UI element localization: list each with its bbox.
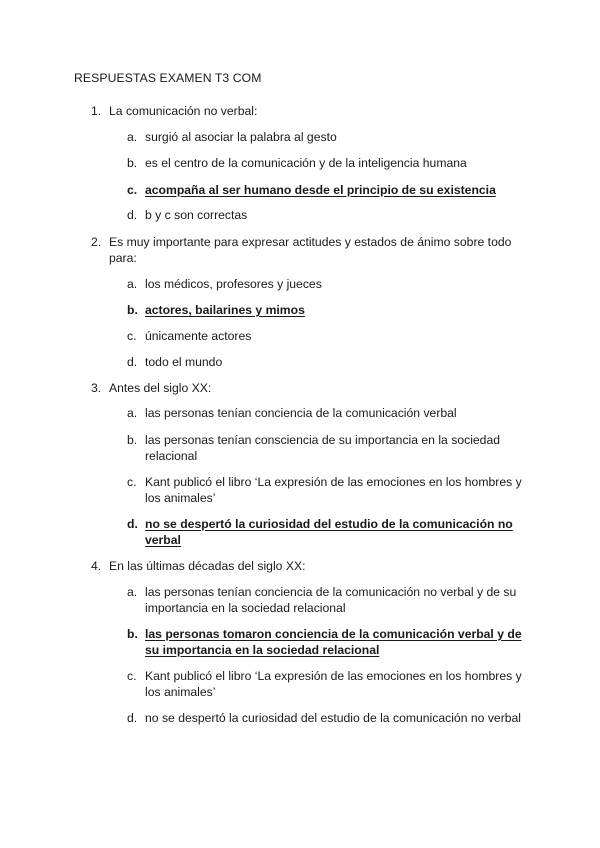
- option-text: las personas tenían conciencia de la comunicación verbal: [145, 406, 457, 420]
- question-text: En las últimas décadas del siglo XX:: [109, 559, 306, 573]
- option-text: no se despertó la curiosidad del estudio de la comunicación no verbal: [145, 517, 513, 547]
- option-text: es el centro de la comunicación y de la inteligencia humana: [145, 156, 467, 170]
- option-text: las personas tenían conciencia de la comunicación no verbal y de su importancia en la sociedad relacional: [145, 585, 517, 615]
- question-number: 1.: [91, 104, 102, 118]
- option-letter: c.: [127, 669, 137, 683]
- option-letter: d.: [127, 711, 138, 725]
- option-letter: a.: [127, 130, 138, 144]
- question-text: Antes del siglo XX:: [109, 381, 212, 395]
- option-text: b y c son correctas: [145, 208, 248, 222]
- option-text: acompaña al ser humano desde el principio de su existencia: [145, 183, 496, 197]
- question-text: La comunicación no verbal:: [109, 104, 258, 118]
- option-text: los médicos, profesores y jueces: [145, 277, 322, 291]
- document-title: RESPUESTAS EXAMEN T3 COM: [74, 71, 262, 85]
- question-text: Es muy importante para expresar actitudes y estados de ánimo sobre todo para:: [109, 235, 512, 265]
- option-text: las personas tomaron conciencia de la comunicación verbal y de su importancia en la sociedad relacional: [145, 627, 522, 657]
- option-text: Kant publicó el libro ‘La expresión de las emociones en los hombres y los animales’: [145, 475, 522, 505]
- option-letter: c.: [127, 475, 137, 489]
- option-letter: b.: [127, 433, 138, 447]
- option-letter: a.: [127, 277, 138, 291]
- option-letter: d.: [127, 355, 138, 369]
- option-letter: b.: [127, 303, 138, 317]
- question-number: 3.: [91, 381, 102, 395]
- option-text: surgió al asociar la palabra al gesto: [145, 130, 337, 144]
- option-text: no se despertó la curiosidad del estudio de la comunicación no verbal: [145, 711, 522, 725]
- question-number: 2.: [91, 235, 102, 249]
- option-text: las personas tenían consciencia de su importancia en la sociedad relacional: [145, 433, 501, 463]
- option-letter: d.: [127, 517, 138, 531]
- option-text: únicamente actores: [145, 329, 252, 343]
- option-letter: b.: [127, 627, 138, 641]
- option-text: todo el mundo: [145, 355, 223, 369]
- question-number: 4.: [91, 559, 102, 573]
- option-letter: c.: [127, 183, 138, 197]
- option-letter: d.: [127, 208, 138, 222]
- option-letter: b.: [127, 156, 138, 170]
- option-letter: a.: [127, 406, 138, 420]
- option-letter: c.: [127, 329, 137, 343]
- option-text: actores, bailarines y mimos: [145, 303, 305, 317]
- option-text: Kant publicó el libro ‘La expresión de las emociones en los hombres y los animales’: [145, 669, 522, 699]
- option-letter: a.: [127, 585, 138, 599]
